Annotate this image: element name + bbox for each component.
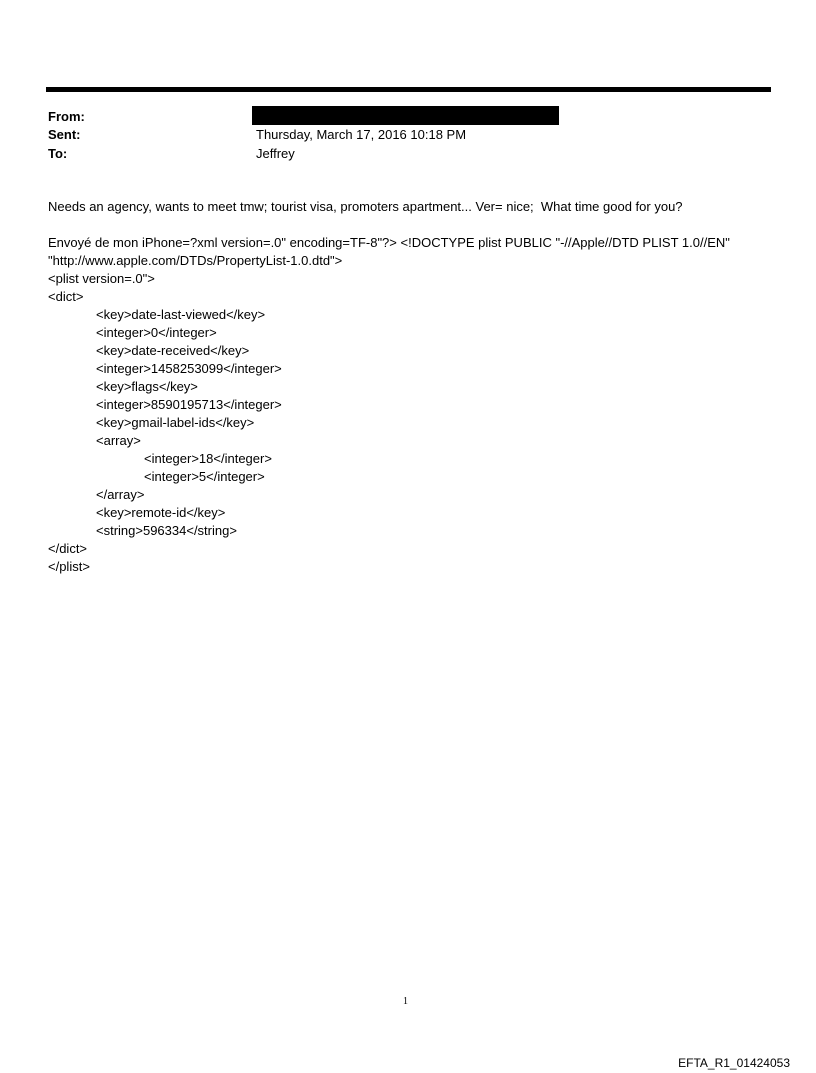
dict-open: <dict> [48,289,84,304]
plist-line: <integer>0</integer> [96,325,217,340]
array-item: <integer>5</integer> [144,469,265,484]
plist-line: <key>remote-id</key> [96,505,226,520]
plist-line: <key>date-received</key> [96,343,250,358]
page-number: 1 [403,996,408,1007]
plist-line: <array> [96,433,141,448]
to-value: Jeffrey [256,146,295,161]
plist-open: <plist version=.0"> [48,271,155,286]
redaction-block [252,106,559,125]
dict-close: </dict> [48,541,88,556]
dtd-url: "http://www.apple.com/DTDs/PropertyList-1.0.dtd"> [48,253,343,268]
sent-value: Thursday, March 17, 2016 10:18 PM [256,127,467,142]
plist-close: </plist> [48,559,90,574]
bates-number: EFTA_R1_01424053 [678,1056,790,1070]
plist-line: <integer>8590195713</integer> [96,397,282,412]
plist-line: <integer>1458253099</integer> [96,361,282,376]
array-item: <integer>18</integer> [144,451,272,466]
sent-label: Sent: [48,127,81,142]
signature-line: Envoyé de mon iPhone=?xml version=.0" encoding=TF-8"?> <!DOCTYPE plist PUBLIC "-//Apple//DTD PLIST 1.0//EN" [48,235,730,250]
to-label: To: [48,146,68,161]
message-text: Needs an agency, wants to meet tmw; tourist visa, promoters apartment... Ver= nice; What time good for you? [48,199,683,214]
plist-line: </array> [96,487,145,502]
from-label: From: [48,109,85,124]
header-rule [46,87,771,92]
plist-line: <key>flags</key> [96,379,198,394]
plist-line: <key>gmail-label-ids</key> [96,415,255,430]
plist-line: <string>596334</string> [96,523,237,538]
plist-line: <key>date-last-viewed</key> [96,307,266,322]
